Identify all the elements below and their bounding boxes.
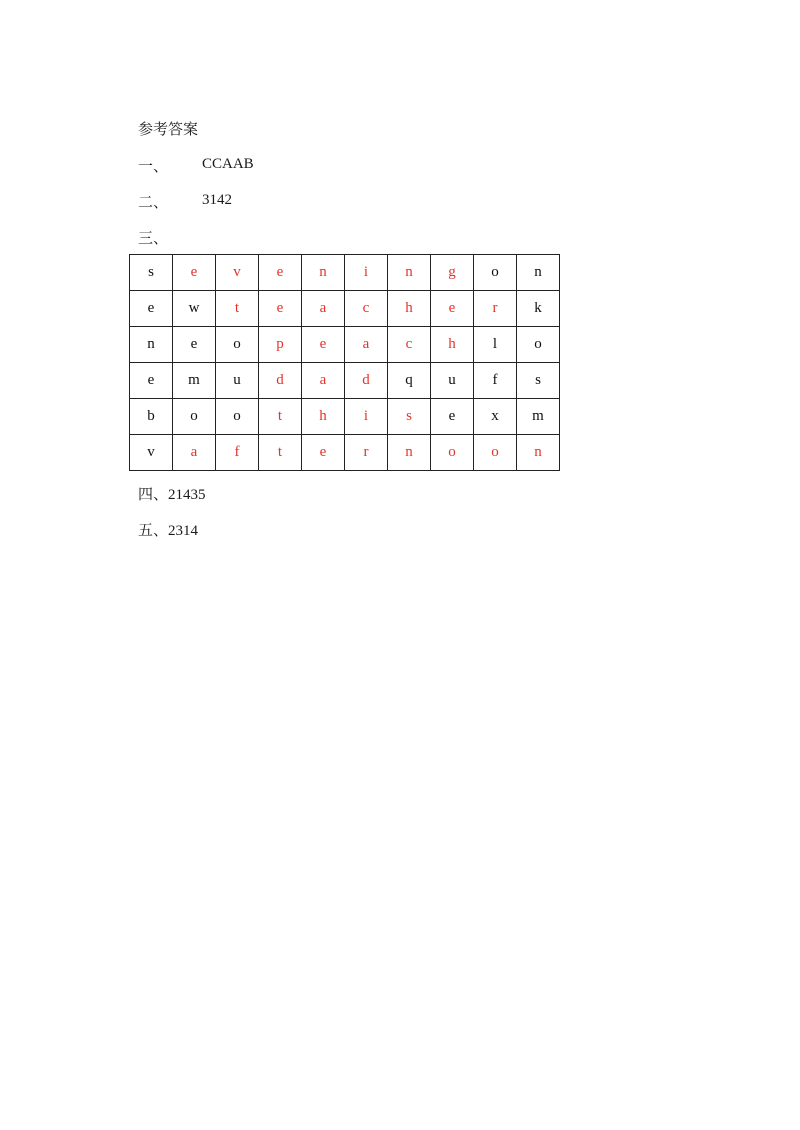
grid-cell: g	[431, 255, 474, 291]
grid-cell: v	[130, 435, 173, 471]
grid-row	[130, 327, 560, 363]
grid-cell: d	[345, 363, 388, 399]
section-number: 五、	[138, 521, 169, 539]
grid-cell: p	[259, 327, 302, 363]
grid-cell: c	[345, 291, 388, 327]
grid-cell: o	[517, 327, 560, 363]
grid-cell: w	[173, 291, 216, 327]
grid-cell: u	[431, 363, 474, 399]
grid-cell: o	[474, 255, 517, 291]
section-2-answer: 3142	[202, 192, 232, 208]
section-number: 四、	[138, 485, 169, 503]
grid-cell: e	[431, 399, 474, 435]
grid-cell: e	[173, 255, 216, 291]
grid-row	[130, 435, 560, 471]
grid-cell: s	[517, 363, 560, 399]
section-number: 一、	[138, 157, 169, 175]
section-number: 二、	[138, 193, 169, 211]
grid-cell: e	[130, 291, 173, 327]
grid-cell: n	[388, 255, 431, 291]
grid-row	[130, 291, 560, 327]
grid-cell: b	[130, 399, 173, 435]
grid-cell: i	[345, 399, 388, 435]
grid-cell: s	[130, 255, 173, 291]
grid-cell: l	[474, 327, 517, 363]
grid-cell: o	[216, 399, 259, 435]
grid-cell: n	[130, 327, 173, 363]
grid-cell: h	[302, 399, 345, 435]
section-3	[138, 228, 168, 248]
grid-cell: t	[259, 399, 302, 435]
grid-cell: e	[259, 291, 302, 327]
grid-row	[130, 399, 560, 435]
grid-cell: a	[302, 291, 345, 327]
grid-cell: o	[474, 435, 517, 471]
grid-cell: e	[302, 327, 345, 363]
grid-cell: r	[345, 435, 388, 471]
grid-cell: h	[388, 291, 431, 327]
grid-cell: k	[517, 291, 560, 327]
grid-cell: e	[173, 327, 216, 363]
grid-cell: f	[216, 435, 259, 471]
grid-cell: e	[302, 435, 345, 471]
section-5-answer: 2314	[168, 523, 199, 539]
grid-cell: o	[216, 327, 259, 363]
grid-cell: r	[474, 291, 517, 327]
grid-cell: n	[517, 435, 560, 471]
section-1-answer: CCAAB	[202, 156, 254, 172]
section-2	[138, 192, 168, 212]
grid-cell: a	[302, 363, 345, 399]
grid-cell: q	[388, 363, 431, 399]
grid-cell: i	[345, 255, 388, 291]
section-5	[138, 520, 198, 541]
grid-cell: o	[431, 435, 474, 471]
grid-cell: e	[259, 255, 302, 291]
grid-cell: h	[431, 327, 474, 363]
grid-cell: n	[517, 255, 560, 291]
grid-cell: v	[216, 255, 259, 291]
grid-row	[130, 363, 560, 399]
grid-cell: c	[388, 327, 431, 363]
grid-cell: m	[517, 399, 560, 435]
grid-cell: e	[431, 291, 474, 327]
section-1	[138, 156, 168, 176]
grid-cell: x	[474, 399, 517, 435]
grid-cell: a	[345, 327, 388, 363]
grid-cell: a	[173, 435, 216, 471]
grid-cell: n	[388, 435, 431, 471]
section-4-answer: 21435	[168, 487, 206, 503]
grid-cell: u	[216, 363, 259, 399]
grid-cell: t	[259, 435, 302, 471]
grid-cell: f	[474, 363, 517, 399]
section-4	[138, 484, 206, 505]
grid-cell: m	[173, 363, 216, 399]
word-search-grid	[129, 254, 560, 471]
page-title: 参考答案	[138, 120, 199, 138]
grid-row	[130, 255, 560, 291]
section-number: 三、	[138, 229, 169, 247]
grid-cell: e	[130, 363, 173, 399]
grid-cell: n	[302, 255, 345, 291]
grid-cell: t	[216, 291, 259, 327]
grid-cell: o	[173, 399, 216, 435]
grid-cell: s	[388, 399, 431, 435]
grid-cell: d	[259, 363, 302, 399]
